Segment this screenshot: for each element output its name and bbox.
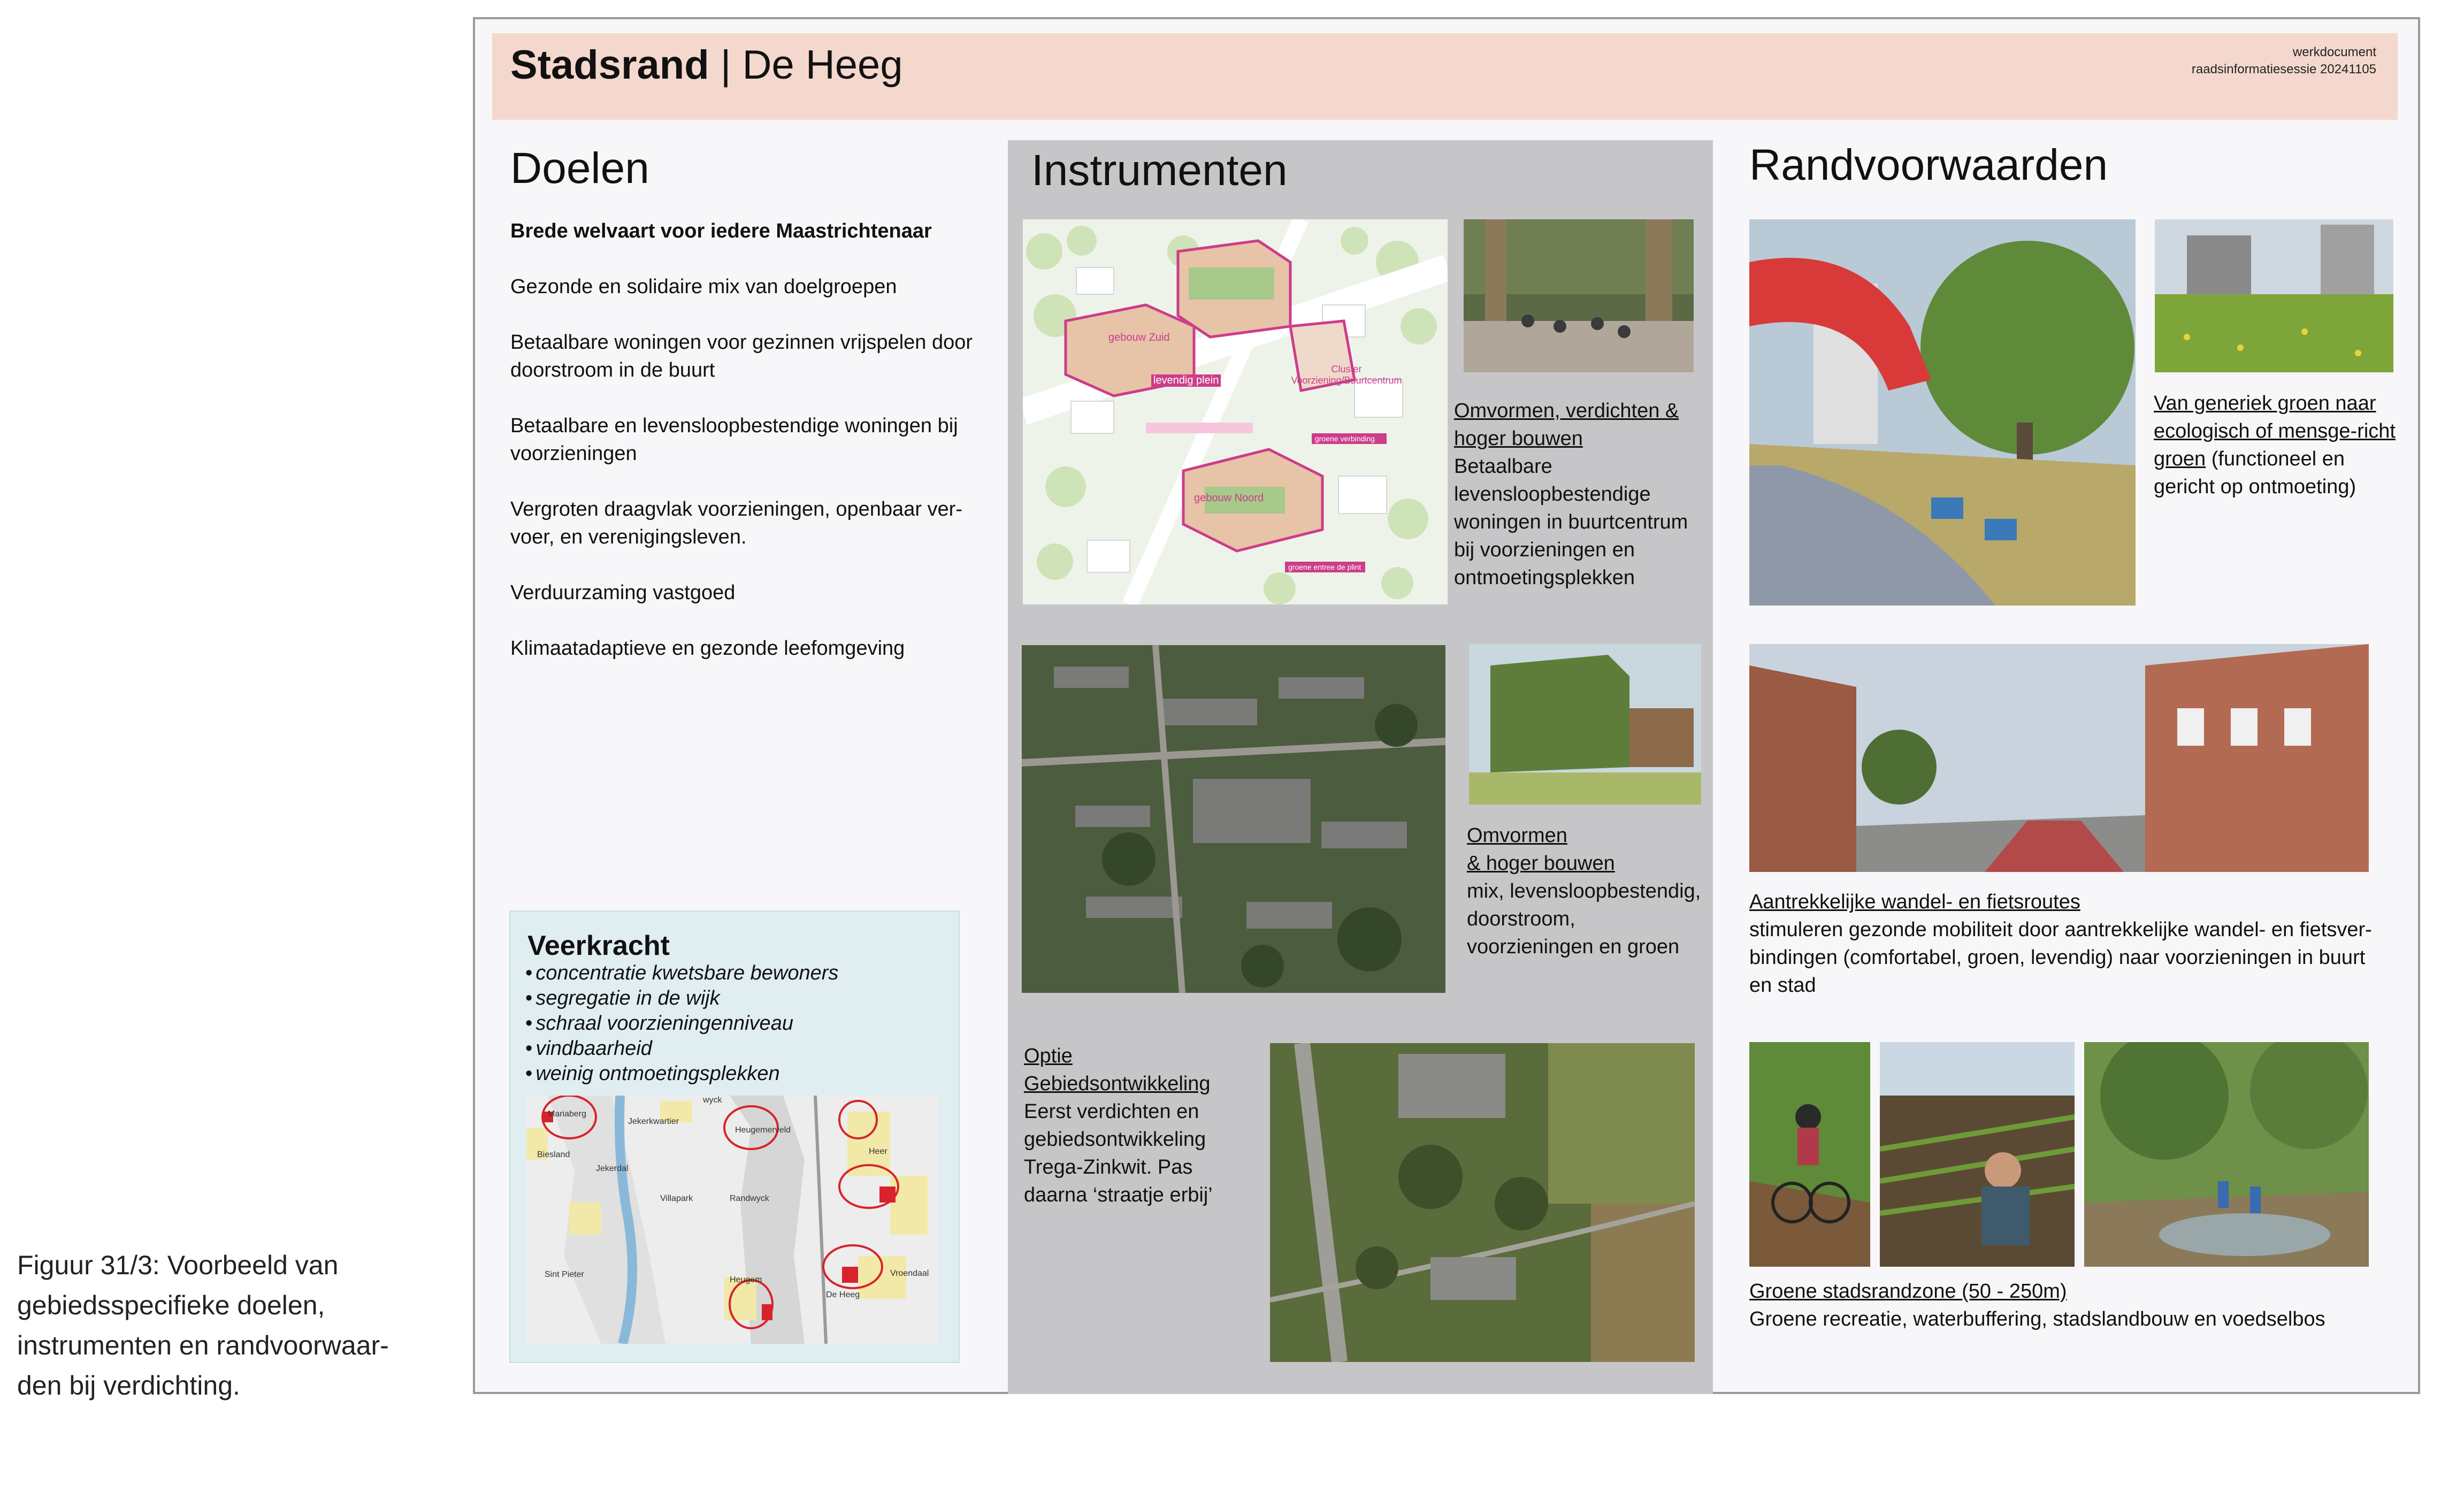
randvoorwaarde-2-body: stimuleren gezonde mobiliteit door aantrekkelijke wandel- en fietsver-bindingen (comfortabel, groen, levendig) naar voorzieningen in buurt en stad: [1749, 918, 2372, 997]
map-label: Biesland: [537, 1150, 570, 1159]
randvoorwaarde-1: [2154, 389, 2405, 501]
goal-item: Vergroten draagvlak voorzieningen, openbaar ver-voer, en verenigingsleven.: [510, 498, 962, 548]
green-facade-photo: [1469, 644, 1701, 805]
terrace-photo: [1464, 219, 1694, 372]
park-pavilion-photo: [1749, 219, 2136, 606]
session-label: raadsinformatiesessie 20241105: [2191, 62, 2376, 76]
instrument-2-title-2: & hoger bouwen: [1467, 852, 1615, 875]
plan-label: gebouw Noord: [1194, 492, 1264, 504]
playing-children-photo: [2084, 1042, 2369, 1267]
werkdocument-label: werkdocument: [2292, 45, 2376, 59]
randvoorwaarden-heading: Randvoorwaarden: [1749, 141, 2108, 189]
plan-label: levendig plein: [1151, 374, 1221, 387]
veerkracht-title: Veerkracht: [527, 930, 670, 961]
instrument-1-body: Betaalbare levensloopbestendige woningen in buurtcentrum bij voorzieningen en ontmoetingsplekken: [1454, 455, 1688, 589]
instrument-2-body: mix, levensloopbestendig, doorstroom, voorzieningen en groen: [1467, 880, 1701, 958]
map-label: De Heeg: [826, 1290, 860, 1299]
randvoorwaarde-3-title: Groene stadsrandzone (50 - 250m): [1749, 1280, 2067, 1303]
plan-label: groene verbinding: [1315, 434, 1375, 443]
randvoorwaarde-3-body: Groene recreatie, waterbuffering, stadslandbouw en voedselbos: [1749, 1308, 2325, 1330]
veerkracht-item: • vindbaarheid: [525, 1036, 838, 1061]
instrument-3-body: Eerst verdichten en gebiedsontwikkeling Trega-Zinkwit. Pas daarna ‘straatje erbij’: [1024, 1100, 1213, 1206]
figure-caption: Figuur 31/3: Voorbeeld van gebiedsspecifieke doelen, instrumenten en randvoorwaar-den bij verdichting.: [17, 1250, 389, 1400]
map-label: Mariaberg: [548, 1109, 587, 1119]
plan-label: groene entree de plint: [1288, 563, 1361, 571]
urban-plan-drawing: [1023, 219, 1448, 604]
title-rest: | De Heeg: [709, 42, 903, 88]
goal-item: Betaalbare woningen voor gezinnen vrijspelen door doorstroom in de buurt: [510, 331, 973, 381]
goal-item: Gezonde en solidaire mix van doelgroepen: [510, 275, 897, 298]
meadow-photo: [2155, 219, 2393, 372]
map-label: Heer: [869, 1147, 887, 1156]
instrument-2-title-1: Omvormen: [1467, 824, 1567, 847]
goal-item: Klimaatadaptieve en gezonde leefomgeving: [510, 637, 905, 660]
goal-item: Betaalbare en levensloopbestendige woningen bij voorzieningen: [510, 415, 958, 465]
cycling-street-photo: [1749, 644, 2369, 872]
instrument-3-title-1: Optie: [1024, 1045, 1073, 1067]
instrument-3-title-2: Gebiedsontwikkeling: [1024, 1073, 1211, 1095]
goal-item: Brede welvaart voor iedere Maastrichtenaar: [510, 220, 932, 242]
veerkracht-item: • concentratie kwetsbare bewoners: [525, 961, 838, 986]
aerial-photo-neighbourhood: [1022, 645, 1445, 993]
map-label: Randwyck: [730, 1194, 769, 1203]
title-bold: Stadsrand: [510, 42, 709, 88]
plan-label: Cluster Voorziening/Buurtcentrum: [1291, 364, 1402, 386]
document-meta: [2192, 44, 2376, 78]
veerkracht-item: • schraal voorzieningenniveau: [525, 1011, 838, 1036]
poster-title: [510, 42, 903, 88]
veerkracht-item: • weinig ontmoetingsplekken: [525, 1061, 838, 1086]
map-label: Heugem: [730, 1275, 762, 1284]
doelen-heading: Doelen: [510, 144, 649, 193]
map-label: Sint Pieter: [545, 1270, 584, 1279]
goal-item: Verduurzaming vastgoed: [510, 581, 736, 604]
map-label: wyck: [703, 1096, 722, 1105]
veerkracht-box: [509, 910, 960, 1363]
instrument-1-title: Omvormen, verdichten & hoger bouwen: [1454, 400, 1679, 450]
randvoorwaarde-1-title: Van generiek groen naar ecologisch of mensge-richt groen: [2154, 392, 2396, 470]
map-label: Vroendaal: [890, 1269, 929, 1278]
veerkracht-item: • segregatie in de wijk: [525, 986, 838, 1011]
mountain-bike-photo: [1749, 1042, 1870, 1267]
randvoorwaarde-1-body: (functioneel en gericht op ontmoeting): [2154, 448, 2356, 498]
map-label: Heugemerveld: [735, 1126, 791, 1135]
district-map: [526, 1096, 938, 1344]
plan-label: gebouw Zuid: [1108, 332, 1170, 343]
urban-farming-photo: [1880, 1042, 2075, 1267]
map-label: Villapark: [660, 1194, 693, 1203]
map-label: Jekerdal: [596, 1164, 629, 1173]
randvoorwaarde-2-title: Aantrekkelijke wandel- en fietsroutes: [1749, 891, 2080, 913]
instrumenten-heading: Instrumenten: [1031, 146, 1288, 195]
veerkracht-list: [525, 961, 838, 1086]
aerial-photo-area: [1270, 1043, 1695, 1362]
map-label: Jekerkwartier: [628, 1117, 679, 1126]
